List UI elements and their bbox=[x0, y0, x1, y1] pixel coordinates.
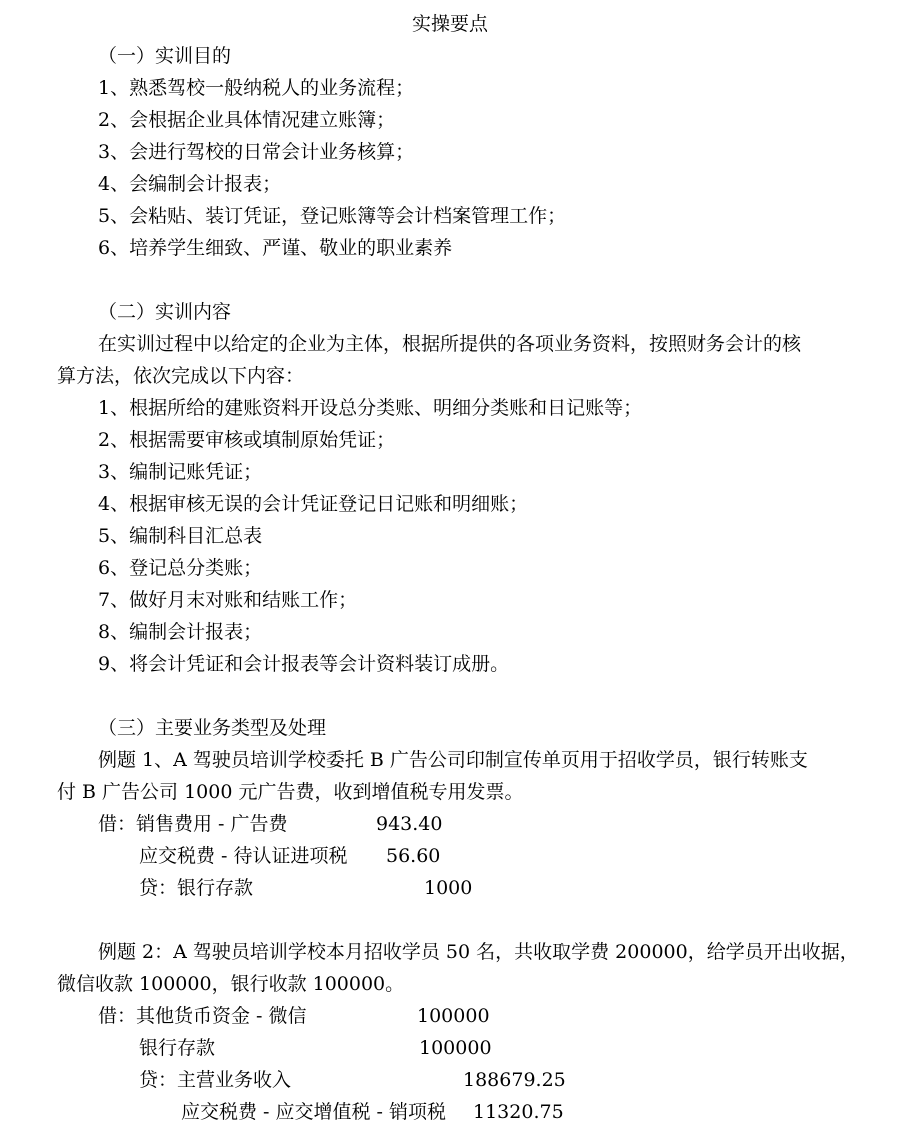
section-heading-training-content: （二）实训内容 bbox=[98, 301, 232, 323]
list-item: 6、培养学生细致、严谨、敬业的职业素养 bbox=[98, 237, 453, 259]
journal-entry-account: 借：销售费用 - 广告费 bbox=[98, 813, 288, 835]
intro-paragraph-line: 在实训过程中以给定的企业为主体，根据所提供的各项业务资料，按照财务会计的核 bbox=[98, 333, 802, 355]
list-item: 2、会根据企业具体情况建立账簿； bbox=[98, 109, 396, 131]
section-heading-business-types: （三）主要业务类型及处理 bbox=[98, 717, 327, 739]
page-title: 实操要点 bbox=[411, 13, 488, 35]
journal-entry-amount: 100000 bbox=[417, 1005, 490, 1027]
journal-entry-amount: 1000 bbox=[424, 877, 473, 899]
journal-entry-account: 贷：银行存款 bbox=[139, 877, 254, 899]
list-item: 4、会编制会计报表； bbox=[98, 173, 282, 195]
list-item: 2、根据需要审核或填制原始凭证； bbox=[98, 429, 396, 451]
list-item: 6、登记总分类账； bbox=[98, 557, 263, 579]
example-2-text-line: 例题 2：A 驾驶员培训学校本月招收学员 50 名，共收取学费 200000，给学员开出收据， bbox=[98, 941, 859, 963]
example-2-text-line: 微信收款 100000，银行收款 100000。 bbox=[57, 973, 405, 995]
journal-entry-account: 借：其他货币资金 - 微信 bbox=[98, 1005, 307, 1027]
journal-entry-account: 贷：主营业务收入 bbox=[139, 1069, 292, 1091]
list-item: 1、熟悉驾校一般纳税人的业务流程； bbox=[98, 77, 415, 99]
list-item: 5、会粘贴、装订凭证，登记账簿等会计档案管理工作； bbox=[98, 205, 567, 227]
list-item: 3、编制记账凭证； bbox=[98, 461, 263, 483]
list-item: 1、根据所给的建账资料开设总分类账、明细分类账和日记账等； bbox=[98, 397, 643, 419]
journal-entry-account: 应交税费 - 应交增值税 - 销项税 bbox=[181, 1101, 446, 1123]
journal-entry-account: 应交税费 - 待认证进项税 bbox=[139, 845, 348, 867]
list-item: 3、会进行驾校的日常会计业务核算； bbox=[98, 141, 415, 163]
list-item: 8、编制会计报表； bbox=[98, 621, 263, 643]
journal-entry-amount: 56.60 bbox=[386, 845, 441, 867]
list-item: 7、做好月末对账和结账工作； bbox=[98, 589, 358, 611]
list-item: 9、将会计凭证和会计报表等会计资料装订成册。 bbox=[98, 653, 510, 675]
example-1-text-line: 例题 1、A 驾驶员培训学校委托 B 广告公司印制宣传单页用于招收学员，银行转账支 bbox=[98, 749, 808, 771]
journal-entry-account: 银行存款 bbox=[139, 1037, 216, 1059]
intro-paragraph-line: 算方法，依次完成以下内容： bbox=[57, 365, 305, 387]
list-item: 5、编制科目汇总表 bbox=[98, 525, 263, 547]
journal-entry-amount: 100000 bbox=[419, 1037, 492, 1059]
journal-entry-amount: 188679.25 bbox=[463, 1069, 566, 1091]
list-item: 4、根据审核无误的会计凭证登记日记账和明细账； bbox=[98, 493, 529, 515]
journal-entry-amount: 943.40 bbox=[376, 813, 443, 835]
section-heading-training-goals: （一）实训目的 bbox=[98, 45, 232, 67]
example-1-text-line: 付 B 广告公司 1000 元广告费，收到增值税专用发票。 bbox=[57, 781, 524, 803]
journal-entry-amount: 11320.75 bbox=[473, 1101, 564, 1123]
